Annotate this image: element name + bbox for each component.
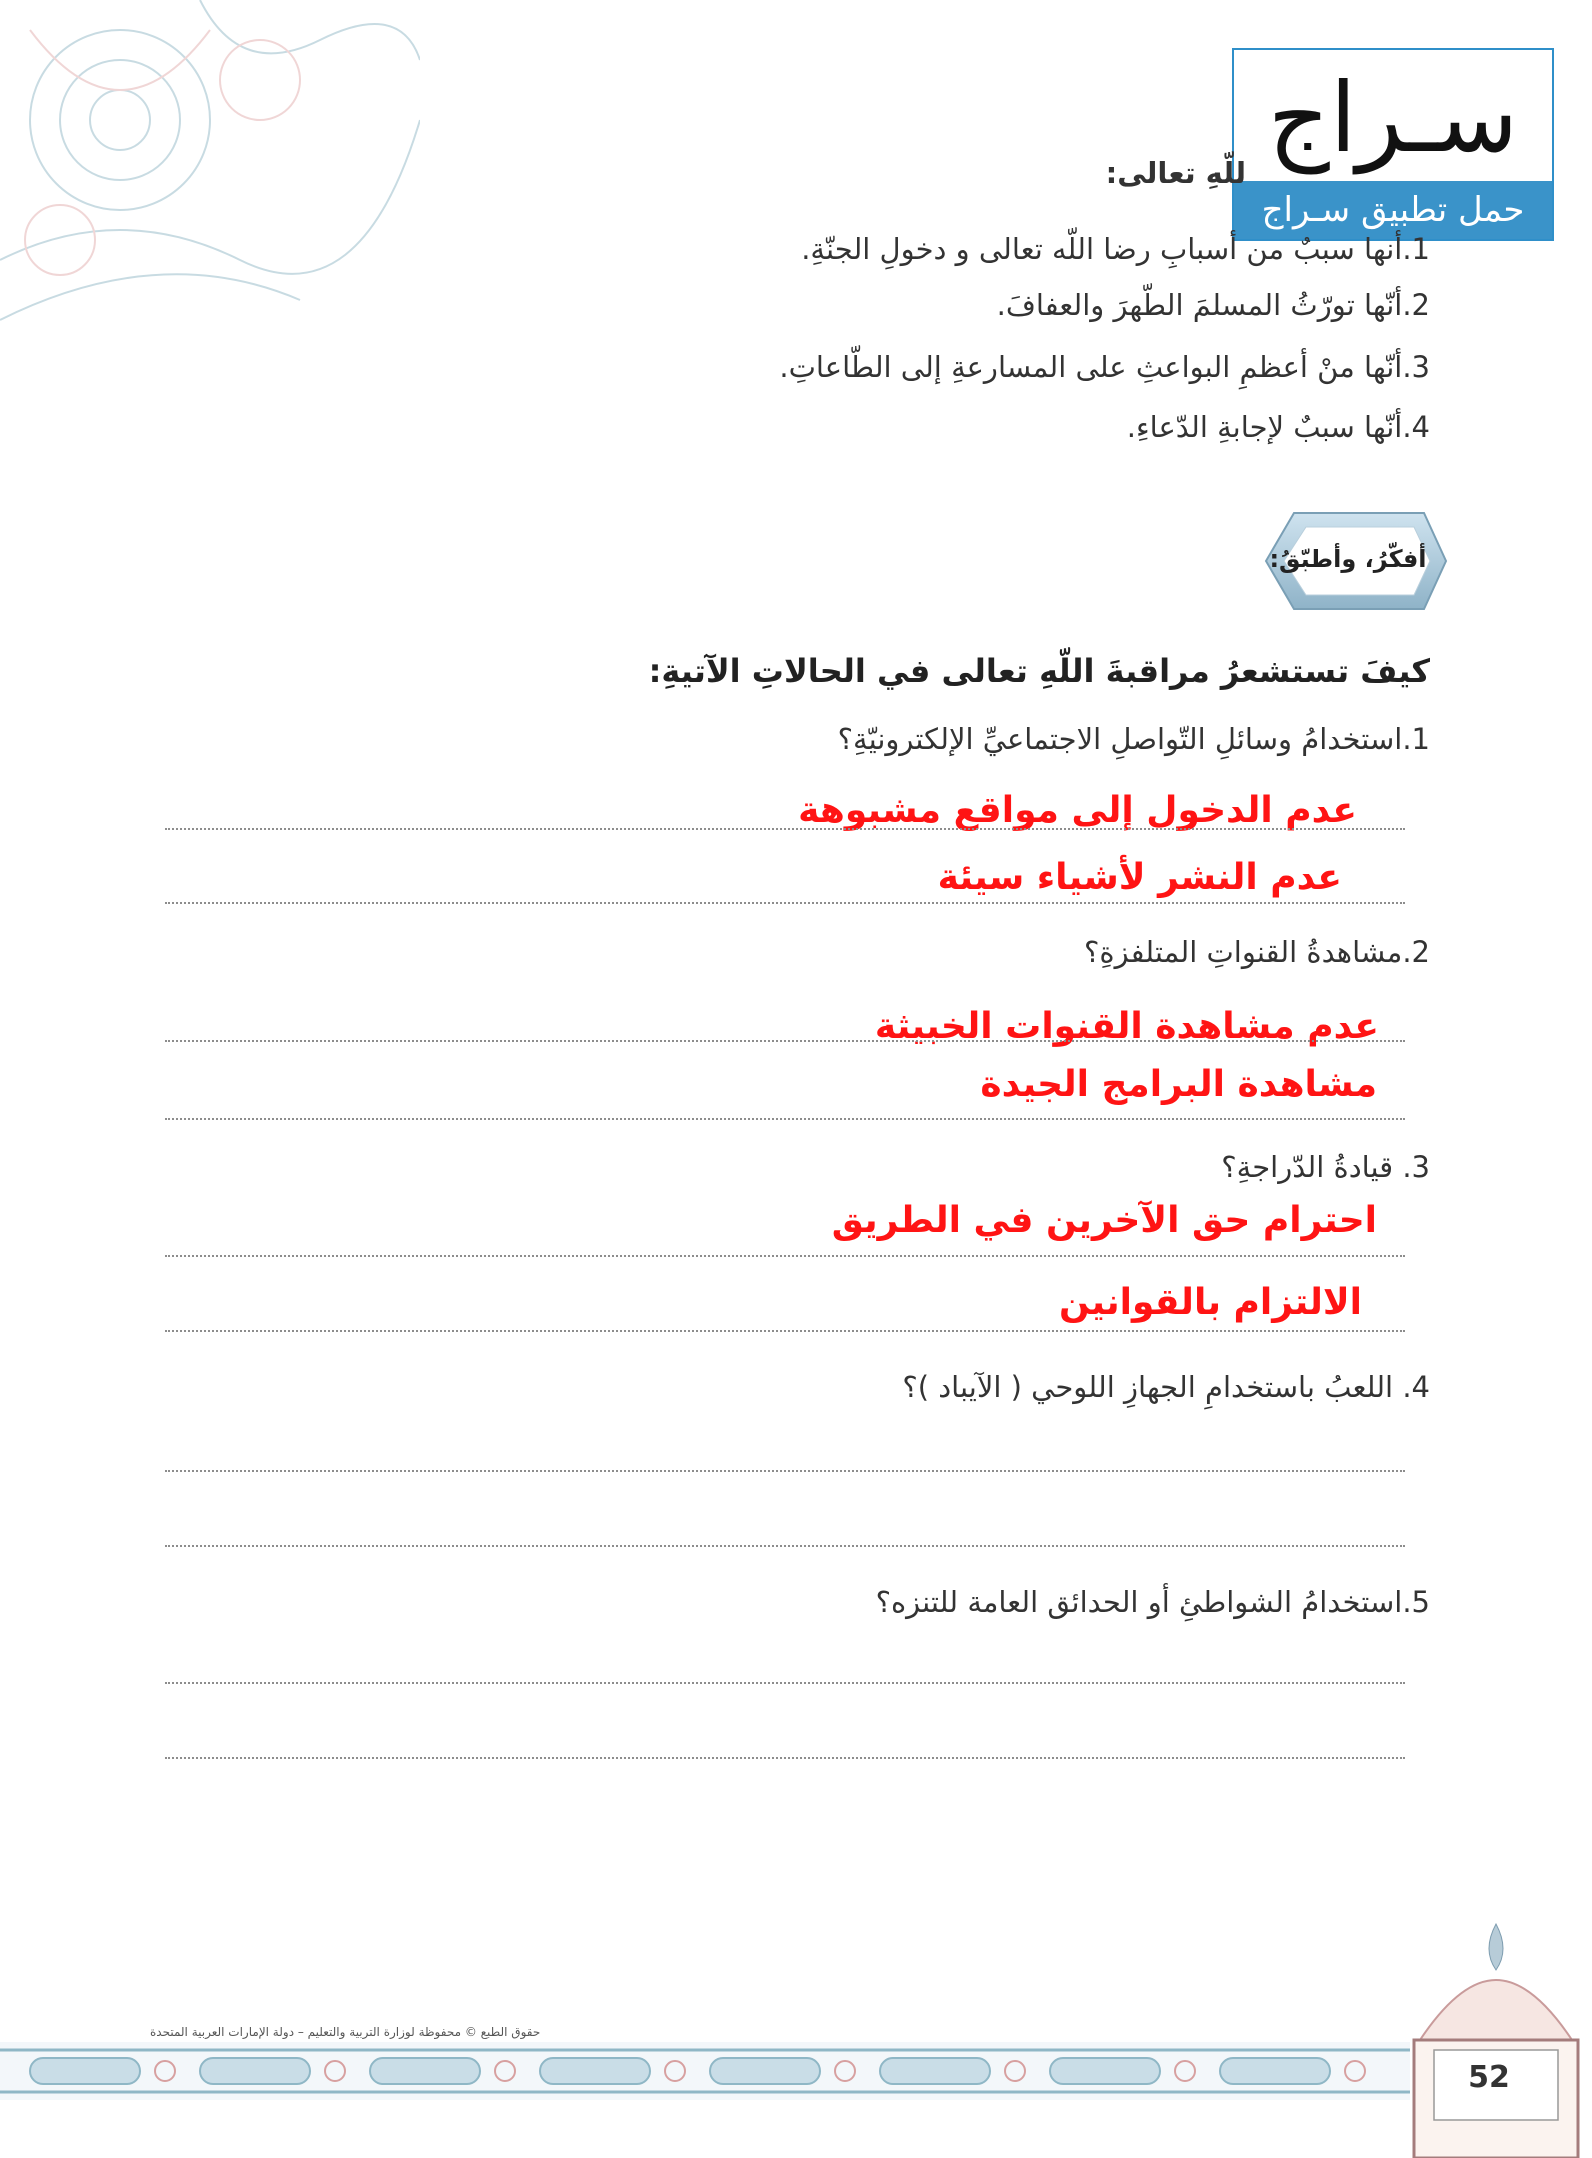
question-2: 2.مشاهدةُ القنواتِ المتلفزةِ؟ (1084, 935, 1430, 969)
answer-line[interactable] (165, 1330, 1405, 1332)
copyright-note: حقوق الطبع © محفوظة لوزارة التربية والتعليم – دولة الإمارات العربية المتحدة (150, 2025, 541, 2039)
questions-heading: كيفَ تستشعرُ مراقبةَ اللّهِ تعالى في الحالاتِ الآتيةِ: (648, 652, 1430, 690)
answer-line[interactable] (165, 1682, 1405, 1684)
question-4: 4. اللعبُ باستخدامِ الجهازِ اللوحي ( الآيباد )؟ (902, 1370, 1430, 1404)
siraj-logo[interactable] (1232, 48, 1554, 241)
answer-line[interactable] (165, 902, 1405, 904)
answer-line[interactable] (165, 1255, 1405, 1257)
answer-line[interactable] (165, 1470, 1405, 1472)
section-badge-label: أفكّرُ، وأطبّقُ: (1269, 545, 1427, 573)
intro-heading-fragment: للّهِ تعالى: (1105, 156, 1246, 190)
corner-ornament (0, 0, 420, 400)
answer-line[interactable] (165, 1118, 1405, 1120)
logo-tagline: حمل تطبيق سـراج (1234, 181, 1552, 239)
answer-3b: الالتزام بالقوانين (1059, 1282, 1362, 1323)
question-3: 3. قيادةُ الدّراجةِ؟ (1221, 1150, 1430, 1184)
answer-line[interactable] (165, 828, 1405, 830)
answer-3a: احترام حق الآخرين في الطريق (831, 1200, 1377, 1241)
page-number: 52 (1468, 2060, 1510, 2095)
answer-line[interactable] (165, 1757, 1405, 1759)
footer-ornament-band (0, 2042, 1410, 2100)
question-5: 5.استخدامُ الشواطئِ أو الحدائق العامة للتنزه؟ (875, 1585, 1430, 1619)
answer-line[interactable] (165, 1545, 1405, 1547)
question-1: 1.استخدامُ وسائلِ التّواصلِ الاجتماعيِّ الإلكترونيّةِ؟ (837, 722, 1430, 756)
logo-wordmark: سـراج (1267, 62, 1519, 174)
intro-item-1: 1.أنها سببٌ من أسبابِ رضا اللّه تعالى و دخولِ الجنّةِ. (801, 232, 1430, 266)
answer-2a: عدم مشاهدة القنوات الخبيثة (874, 1006, 1379, 1047)
intro-item-3: 3.أنّها منْ أعظمِ البواعثِ على المسارعةِ إلى الطّاعاتِ. (779, 350, 1430, 384)
intro-item-4: 4.أنّها سببٌ لإجابةِ الدّعاءِ. (1126, 410, 1430, 444)
intro-item-2: 2.أنّها تورّثُ المسلمَ الطّهرَ والعفافَ. (996, 288, 1430, 322)
answer-line[interactable] (165, 1040, 1405, 1042)
answer-1b: عدم النشر لأشياء سيئة (937, 857, 1342, 898)
answer-2b: مشاهدة البرامج الجيدة (980, 1064, 1377, 1105)
page-number-frame (1400, 1920, 1592, 2158)
answer-1a: عدم الدخول إلى مواقع مشبوهة (798, 790, 1357, 831)
